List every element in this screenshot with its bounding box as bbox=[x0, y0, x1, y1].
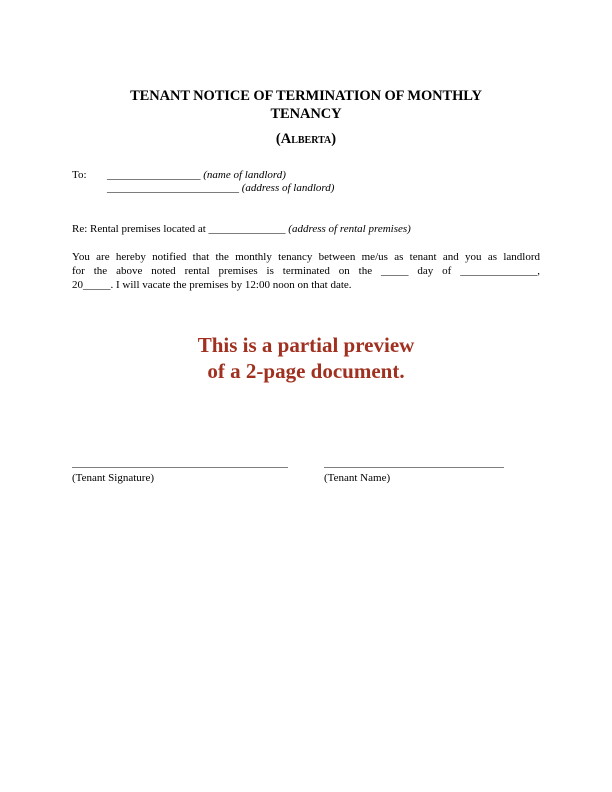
province-rest: lberta bbox=[291, 131, 332, 147]
province-initial: A bbox=[280, 131, 292, 147]
landlord-address-blank: ________________________ bbox=[107, 182, 239, 194]
premises-hint: (address of rental premises) bbox=[288, 223, 411, 235]
landlord-address-line bbox=[107, 181, 334, 195]
tenant-name-rule bbox=[324, 467, 504, 468]
re-prefix: Re: Rental premises located at bbox=[72, 223, 206, 235]
landlord-name-line bbox=[107, 168, 286, 182]
notice-body-line-1: You are hereby notified that the monthly tenancy between me/us as tenant and you as landlord bbox=[72, 251, 540, 263]
province-subtitle bbox=[100, 130, 512, 148]
partial-preview-notice bbox=[100, 332, 512, 384]
re-premises-line bbox=[72, 222, 411, 236]
to-label: To: bbox=[72, 169, 87, 181]
preview-notice-line-2: of a 2-page document. bbox=[207, 359, 405, 383]
landlord-address-hint: (address of landlord) bbox=[241, 182, 335, 194]
document-title bbox=[100, 87, 512, 123]
premises-blank: ______________ bbox=[208, 223, 286, 235]
tenant-signature-rule bbox=[72, 467, 288, 468]
document-title-line-1: TENANT NOTICE OF TERMINATION OF MONTHLY bbox=[130, 88, 482, 104]
tenant-signature-label: (Tenant Signature) bbox=[72, 472, 155, 484]
notice-body-paragraph bbox=[72, 250, 540, 292]
notice-body-line-3: 20_____. I will vacate the premises by 12:00 noon on that date. bbox=[72, 279, 352, 291]
landlord-name-blank: _________________ bbox=[107, 169, 201, 181]
landlord-name-hint: (name of landlord) bbox=[203, 169, 286, 181]
document-title-line-2: TENANCY bbox=[270, 106, 342, 122]
province-open-paren: ( bbox=[275, 131, 281, 147]
notice-body-line-2: for the above noted rental premises is terminated on the _____ day of ______________, bbox=[72, 265, 540, 277]
province-close-paren: ) bbox=[331, 131, 337, 147]
preview-notice-line-1: This is a partial preview bbox=[197, 333, 415, 357]
tenant-name-label: (Tenant Name) bbox=[324, 472, 391, 484]
